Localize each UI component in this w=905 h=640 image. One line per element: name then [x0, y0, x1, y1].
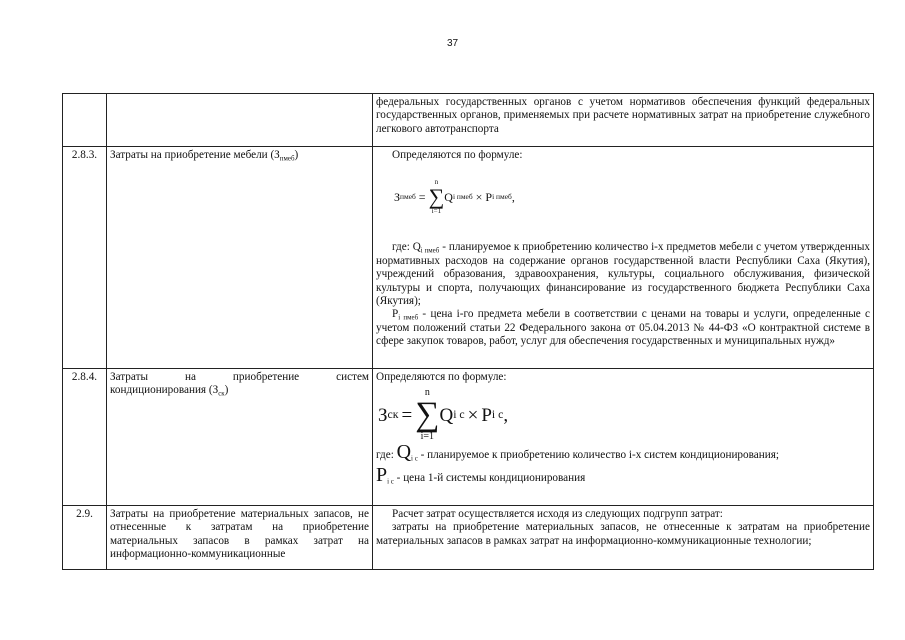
- sigma-icon: ∑: [415, 396, 440, 434]
- row-number: 2.8.3.: [63, 147, 107, 369]
- table-row: [63, 94, 874, 147]
- row-description: [373, 147, 874, 369]
- row-name: Затраты на приобретение систем кондиционирования $(З_{ск})$: [107, 369, 373, 506]
- norms-table: [62, 93, 874, 570]
- row-number: 2.8.4.: [63, 369, 107, 506]
- row-name: [107, 94, 373, 147]
- formula-intro: Определяются по формуле:: [392, 149, 523, 161]
- table-row: [63, 506, 874, 570]
- price-definition: $P_{i c}$ - цена 1-й системы кондиционирования: [376, 463, 586, 486]
- row-name: Затраты на приобретение материальных запасов, не отнесенные к затратам на приобретение материальных запасов в рамках затрат на информационно-коммуникационные: [107, 506, 373, 570]
- quantity-definition: где: $Q_{i c}$ - планируемое к приобретению количество i-х систем кондиционирования;: [376, 441, 779, 464]
- continuation-text: федеральных государственных органов с учетом нормативов обеспечения функций федеральных государственных органов, применяемых при расчете нормативных затрат на приобретение служебного легкового автотранспорта: [376, 96, 870, 135]
- furniture-formula: З пмеб = n ∑ i=1 Q i пмеб × P i пмеб ,: [394, 178, 515, 216]
- row-name: Затраты на приобретение мебели $(З_{пмеб})$: [107, 147, 373, 369]
- table-row: [63, 147, 874, 369]
- page-number: 37: [446, 38, 459, 49]
- formula-intro: Определяются по формуле:: [376, 371, 507, 383]
- price-definition: $P_{i пмеб}$ - цена i-го предмета мебели в соответствии с ценами на товары и услуги, определенные с учетом положений статьи 22 Федерального закона от 05.04.2013 № 44-ФЗ «О контрактной системе в сфере закупок товаров, работ, услуг для обеспечения государственных и муниципальных нужд»: [376, 308, 870, 348]
- row-description: [373, 369, 874, 506]
- conditioning-formula: З ск = n ∑ i=1 Q i c × P i c ,: [378, 387, 509, 443]
- row-description: [373, 94, 874, 147]
- row-number: 2.9.: [63, 506, 107, 570]
- row-number: [63, 94, 107, 147]
- sigma-icon: ∑: [428, 184, 445, 210]
- row-description: Расчет затрат осуществляется исходя из следующих подгрупп затрат: затраты на приобретение материальных запасов, не отнесенные к затратам на приобретение материальных запасов в рамках затрат на информационно-коммуникационные технологии;: [373, 506, 874, 570]
- sum-symbol: n ∑ i=1: [428, 178, 445, 216]
- quantity-definition: где: $Q_{i пмеб}$ - планируемое к приобретению количество i-х предметов мебели с учетом утвержденных нормативных расходов на содержание органов государственной власти Республики Саха (Якутия), учреждений образования, здравоохранения, культуры, социального обслуживания, физической культуры и спорта, получающих финансирование из государственного бюджета Республики Саха (Якутия);: [376, 241, 871, 308]
- sum-symbol: n ∑ i=1: [415, 387, 440, 443]
- table-row: [63, 369, 874, 506]
